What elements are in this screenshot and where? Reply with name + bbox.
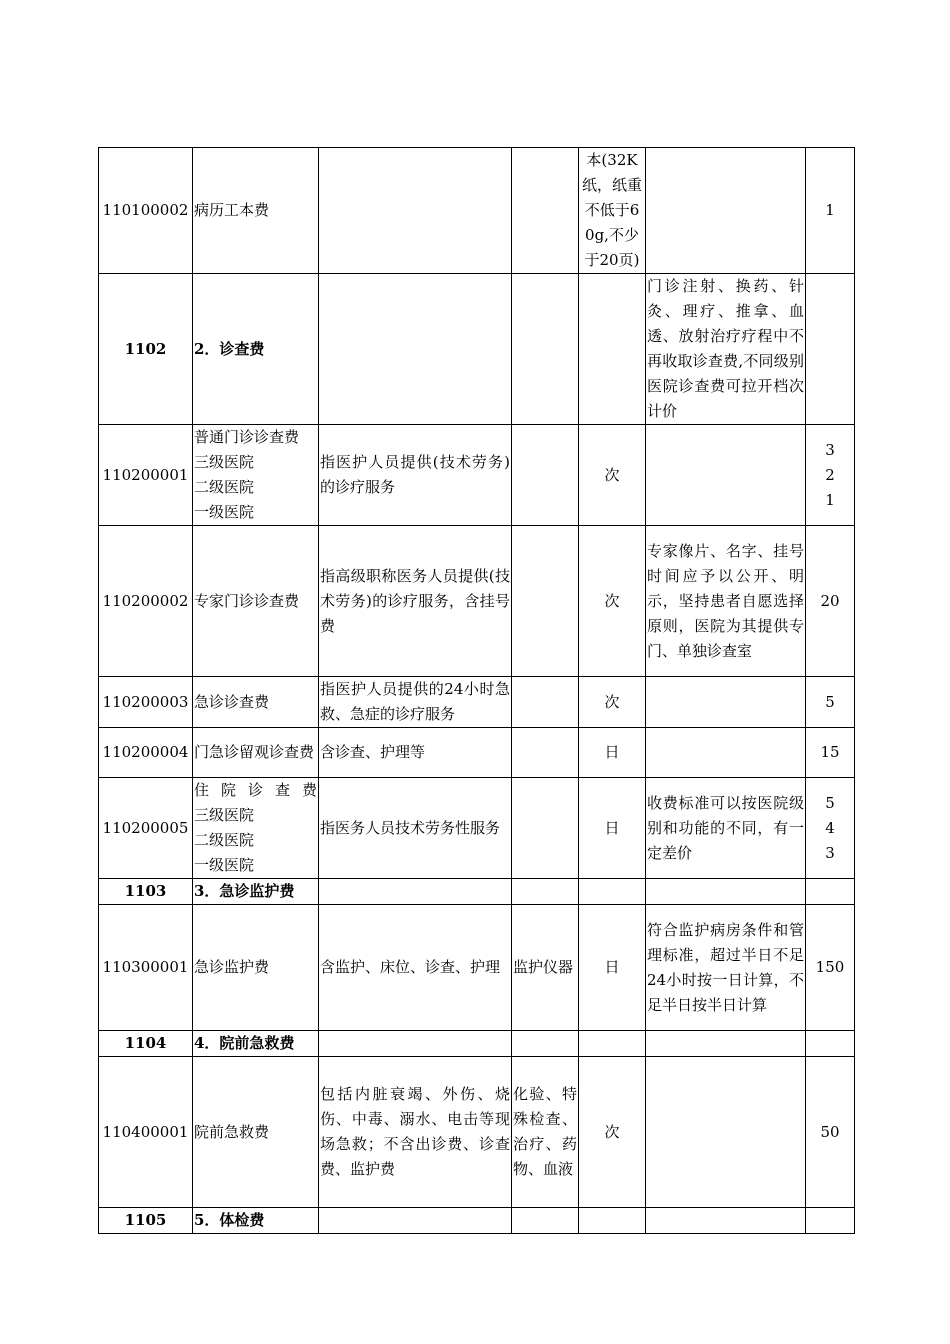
item-name-line: 二级医院 xyxy=(194,478,255,496)
item-unit: 次 xyxy=(579,1057,646,1208)
item-unit: 次 xyxy=(579,425,646,526)
item-code: 110200002 xyxy=(99,526,193,677)
item-price xyxy=(806,1031,855,1057)
item-name-line: 急诊监护费 xyxy=(194,958,270,976)
item-note: 门诊注射、换药、针灸、理疗、推拿、血透、放射治疗疗程中不再收取诊查费,不同级别医院诊查费可拉开档次计价 xyxy=(646,274,806,425)
item-code: 110200003 xyxy=(99,677,193,728)
item-name-line: 三级医院 xyxy=(194,453,255,471)
item-content: 指医护人员提供(技术劳务)的诊疗服务 xyxy=(319,425,512,526)
item-name xyxy=(193,905,319,1031)
item-name xyxy=(193,425,319,526)
item-name xyxy=(193,728,319,778)
item-price-line: 20 xyxy=(820,591,840,610)
item-content: 指医务人员技术劳务性服务 xyxy=(319,778,512,879)
item-price xyxy=(806,728,855,778)
table-row xyxy=(99,148,855,274)
item-code: 110400001 xyxy=(99,1057,193,1208)
item-note: 收费标准可以按医院级别和功能的不同，有一定差价 xyxy=(646,778,806,879)
item-excluded xyxy=(512,728,579,778)
item-name xyxy=(193,274,319,425)
item-price xyxy=(806,879,855,905)
item-price-line: 50 xyxy=(820,1122,840,1141)
item-unit: 日 xyxy=(579,778,646,879)
item-price-line: 4 xyxy=(825,818,835,837)
item-price xyxy=(806,148,855,274)
table-row xyxy=(99,526,855,677)
item-name xyxy=(193,1031,319,1057)
item-price xyxy=(806,778,855,879)
item-note xyxy=(646,879,806,905)
item-excluded xyxy=(512,1031,579,1057)
item-code: 1105 xyxy=(99,1208,193,1234)
item-name xyxy=(193,526,319,677)
item-name xyxy=(193,1057,319,1208)
table-row xyxy=(99,728,855,778)
item-name-line: 病历工本费 xyxy=(194,201,270,219)
item-name-line: 4．院前急救费 xyxy=(194,1034,295,1052)
item-price xyxy=(806,1057,855,1208)
item-code: 110300001 xyxy=(99,905,193,1031)
item-name-line: 5．体检费 xyxy=(194,1211,265,1229)
item-name-line: 住院诊查费 xyxy=(194,781,317,799)
item-content xyxy=(319,274,512,425)
item-name xyxy=(193,148,319,274)
table-row xyxy=(99,778,855,879)
item-unit: 次 xyxy=(579,677,646,728)
item-unit xyxy=(579,274,646,425)
item-note: 符合监护病房条件和管理标准，超过半日不足24小时按一日计算，不足半日按半日计算 xyxy=(646,905,806,1031)
item-name-line: 一级医院 xyxy=(194,856,255,874)
item-excluded: 监护仪器 xyxy=(512,905,579,1031)
item-content: 包括内脏衰竭、外伤、烧伤、中毒、溺水、电击等现场急救；不含出诊费、诊查费、监护费 xyxy=(319,1057,512,1208)
item-price-line: 15 xyxy=(820,743,840,761)
item-price-line: 1 xyxy=(825,490,835,509)
item-unit: 日 xyxy=(579,728,646,778)
item-price xyxy=(806,677,855,728)
item-price-line: 2 xyxy=(825,465,835,484)
item-name-line: 2．诊查费 xyxy=(194,339,265,358)
item-unit xyxy=(579,879,646,905)
item-price-line: 150 xyxy=(815,958,845,976)
item-code: 1102 xyxy=(99,274,193,425)
item-name xyxy=(193,879,319,905)
item-code: 110100002 xyxy=(99,148,193,274)
item-name-line: 一级医院 xyxy=(194,503,255,521)
item-name xyxy=(193,1208,319,1234)
item-content xyxy=(319,879,512,905)
item-unit: 次 xyxy=(579,526,646,677)
item-note xyxy=(646,1031,806,1057)
item-name-line: 二级医院 xyxy=(194,831,255,849)
item-excluded xyxy=(512,778,579,879)
item-price-line: 3 xyxy=(825,843,835,862)
item-price-line: 3 xyxy=(825,440,835,459)
fee-table xyxy=(98,147,855,1234)
item-name-line: 急诊诊查费 xyxy=(194,692,270,711)
item-code: 110200005 xyxy=(99,778,193,879)
item-unit: 本(32K纸，纸重不低于60g,不少于20页) xyxy=(579,148,646,274)
item-excluded: 化验、特殊检查、治疗、药物、血液 xyxy=(512,1057,579,1208)
item-name xyxy=(193,677,319,728)
item-excluded xyxy=(512,526,579,677)
item-price xyxy=(806,274,855,425)
table-row xyxy=(99,1057,855,1208)
table-row xyxy=(99,905,855,1031)
item-name-line: 三级医院 xyxy=(194,806,255,824)
item-content: 含监护、床位、诊查、护理 xyxy=(319,905,512,1031)
item-content xyxy=(319,1031,512,1057)
item-unit xyxy=(579,1031,646,1057)
fee-table-body xyxy=(99,148,855,1234)
item-note: 专家像片、名字、挂号时间应予以公开、明示，坚持患者自愿选择原则，医院为其提供专门、单独诊查室 xyxy=(646,526,806,677)
item-price-line: 1 xyxy=(825,201,835,219)
item-price xyxy=(806,905,855,1031)
item-excluded xyxy=(512,148,579,274)
item-code: 1104 xyxy=(99,1031,193,1057)
item-code: 1103 xyxy=(99,879,193,905)
item-note xyxy=(646,728,806,778)
item-content: 指高级职称医务人员提供(技术劳务)的诊疗服务，含挂号费 xyxy=(319,526,512,677)
item-content: 指医护人员提供的24小时急救、急症的诊疗服务 xyxy=(319,677,512,728)
table-row xyxy=(99,677,855,728)
item-name-line: 3．急诊监护费 xyxy=(194,882,295,900)
item-note xyxy=(646,677,806,728)
item-code: 110200004 xyxy=(99,728,193,778)
table-row xyxy=(99,425,855,526)
item-content: 含诊查、护理等 xyxy=(319,728,512,778)
item-name-line: 普通门诊诊查费 xyxy=(194,428,300,446)
item-note xyxy=(646,425,806,526)
item-name-line: 院前急救费 xyxy=(194,1122,270,1141)
section-row xyxy=(99,1208,855,1234)
section-row xyxy=(99,274,855,425)
section-row xyxy=(99,879,855,905)
item-excluded xyxy=(512,879,579,905)
item-price-line: 5 xyxy=(825,692,835,711)
item-excluded xyxy=(512,1208,579,1234)
item-price xyxy=(806,526,855,677)
item-excluded xyxy=(512,677,579,728)
item-content xyxy=(319,1208,512,1234)
item-name xyxy=(193,778,319,879)
item-unit xyxy=(579,1208,646,1234)
item-price-line: 5 xyxy=(825,793,835,812)
item-price xyxy=(806,1208,855,1234)
item-note xyxy=(646,1057,806,1208)
item-excluded xyxy=(512,425,579,526)
item-code: 110200001 xyxy=(99,425,193,526)
item-name-line: 门急诊留观诊查费 xyxy=(194,743,315,761)
item-content xyxy=(319,148,512,274)
item-note xyxy=(646,148,806,274)
item-note xyxy=(646,1208,806,1234)
item-price xyxy=(806,425,855,526)
item-excluded xyxy=(512,274,579,425)
item-unit: 日 xyxy=(579,905,646,1031)
section-row xyxy=(99,1031,855,1057)
item-name-line: 专家门诊诊查费 xyxy=(194,591,300,610)
